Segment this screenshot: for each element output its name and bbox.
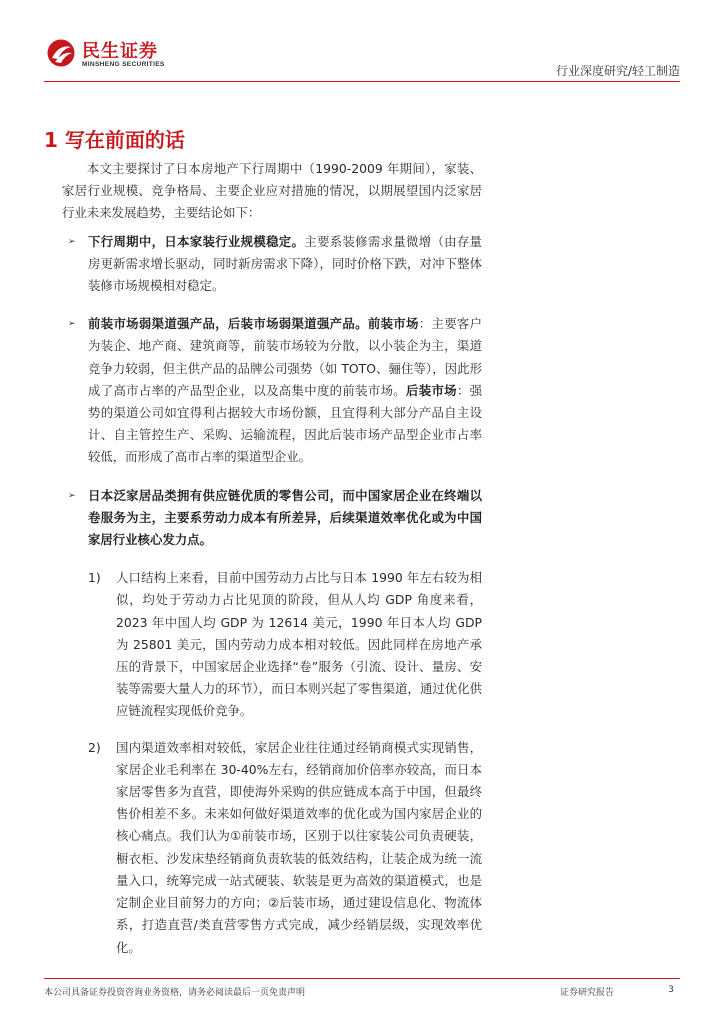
minsheng-logo [46,38,206,78]
main-content [62,158,482,973]
bullet-heading: 下行周期中，日本家装行业规模稳定。 [88,233,305,249]
intro-paragraph: 本文主要探讨了日本房地产下行周期中（1990-2009 年期间），家装、家居行业规模、竞争格局、主要企业应对措施的情况，以期展望国内泛家居行业未来发展趋势，主要结论如下： [62,161,482,221]
page-number: 3 [668,985,674,995]
bullet-text: ：主要客户为装企、地产商、建筑商等，前装市场较为分散，以小装企为主，渠道竞争力较弱，但主供产品的品牌公司强势（如 TOTO、骊住等），因此形成了高市占率的产品型企业，以及高集中度的前装市场。 [88,316,483,398]
rear-market-label: 后装市场 [406,382,457,398]
footer-disclaimer: 本公司具备证券投资咨询业务资格，请务必阅读最后一页免责声明 [44,988,306,998]
numbered-item [62,737,482,959]
header-divider [44,81,680,82]
item-number: 2) [88,739,101,755]
bullet-heading: 前装市场弱渠道强产品，后装市场弱渠道强产品。 [88,316,368,332]
minsheng-logo-icon [46,38,76,68]
item-number: 1) [88,570,101,586]
section-title: 1 写在前面的话 [44,128,185,152]
bullet-heading: 日本泛家居品类拥有供应链优质的零售公司，而中国家居企业在终端以卷服务为主，主要系劳动力成本有所差异，后续渠道效率优化或为中国家居行业核心发力点。 [88,487,482,548]
bullet-item [62,485,482,552]
footer-report-type: 证券研究报告 [560,988,615,998]
item-text: 人口结构上来看，目前中国劳动力占比与日本 1990 年左右较为相似，均处于劳动力占比见顶的阶段，但从人均 GDP 角度来看，2023 年中国人均 GDP 为 12614 美元，1990 年日本人均 GDP 为 25801 美元，国内劳动力成本相对较低。因此同样在房地产承压的背景下，中国家居企业选择“卷”服务（引流、设计、量房、安装等需要大量人力的环节），而日本则兴起了零售渠道，通过优化供应链流程实现低价竞争。 [116,570,482,719]
front-market-label: 前装市场 [367,316,419,332]
bullet-item [62,231,482,298]
arrow-bullet-icon: ➢ [68,319,76,330]
report-category: 行业深度研究/轻工制造 [555,64,680,78]
bullet-item [62,313,482,468]
item-text: 国内渠道效率相对较低，家居企业往往通过经销商模式实现销售，家居企业毛利率在 30-40%左右，经销商加价倍率亦较高，而日本家居零售多为直营，即使海外采购的供应链成本高于中国，但最终售价相差不多。未来如何做好渠道效率的优化或为国内家居企业的核心痛点。我们认为①前装市场，区别于以往家装公司负责硬装，橱衣柜、沙发床垫经销商负责软装的低效结构，让装企成为统一流量入口，统筹完成一站式硬装、软装是更为高效的渠道模式，也是定制企业目前努力的方向；②后装市场，通过建设信息化、物流体系，打造直营/类直营零售方式完成，减少经销层级，实现效率优化。 [116,739,482,955]
footer-divider [44,978,680,979]
logo-chinese-name: 民生证券 [82,41,158,62]
bullet-text: 主要系装修需求量微增（由存量房更新需求增长驱动，同时新房需求下降），同时价格下跌，对冲下整体装修市场规模相对稳定。 [88,233,483,294]
arrow-bullet-icon: ➢ [68,490,76,501]
page-header [0,0,724,82]
arrow-bullet-icon: ➢ [68,236,76,247]
logo-english-name: MINSHENG SECURITIES [82,61,165,68]
bullet-text: ：强势的渠道公司如宜得利占据较大市场份额，且宜得利大部分产品自主设计、自主管控生产、采购、运输流程，因此后装市场产品型企业市占率较低，而形成了高市占率的渠道型企业。 [88,382,483,465]
numbered-item [62,567,482,722]
